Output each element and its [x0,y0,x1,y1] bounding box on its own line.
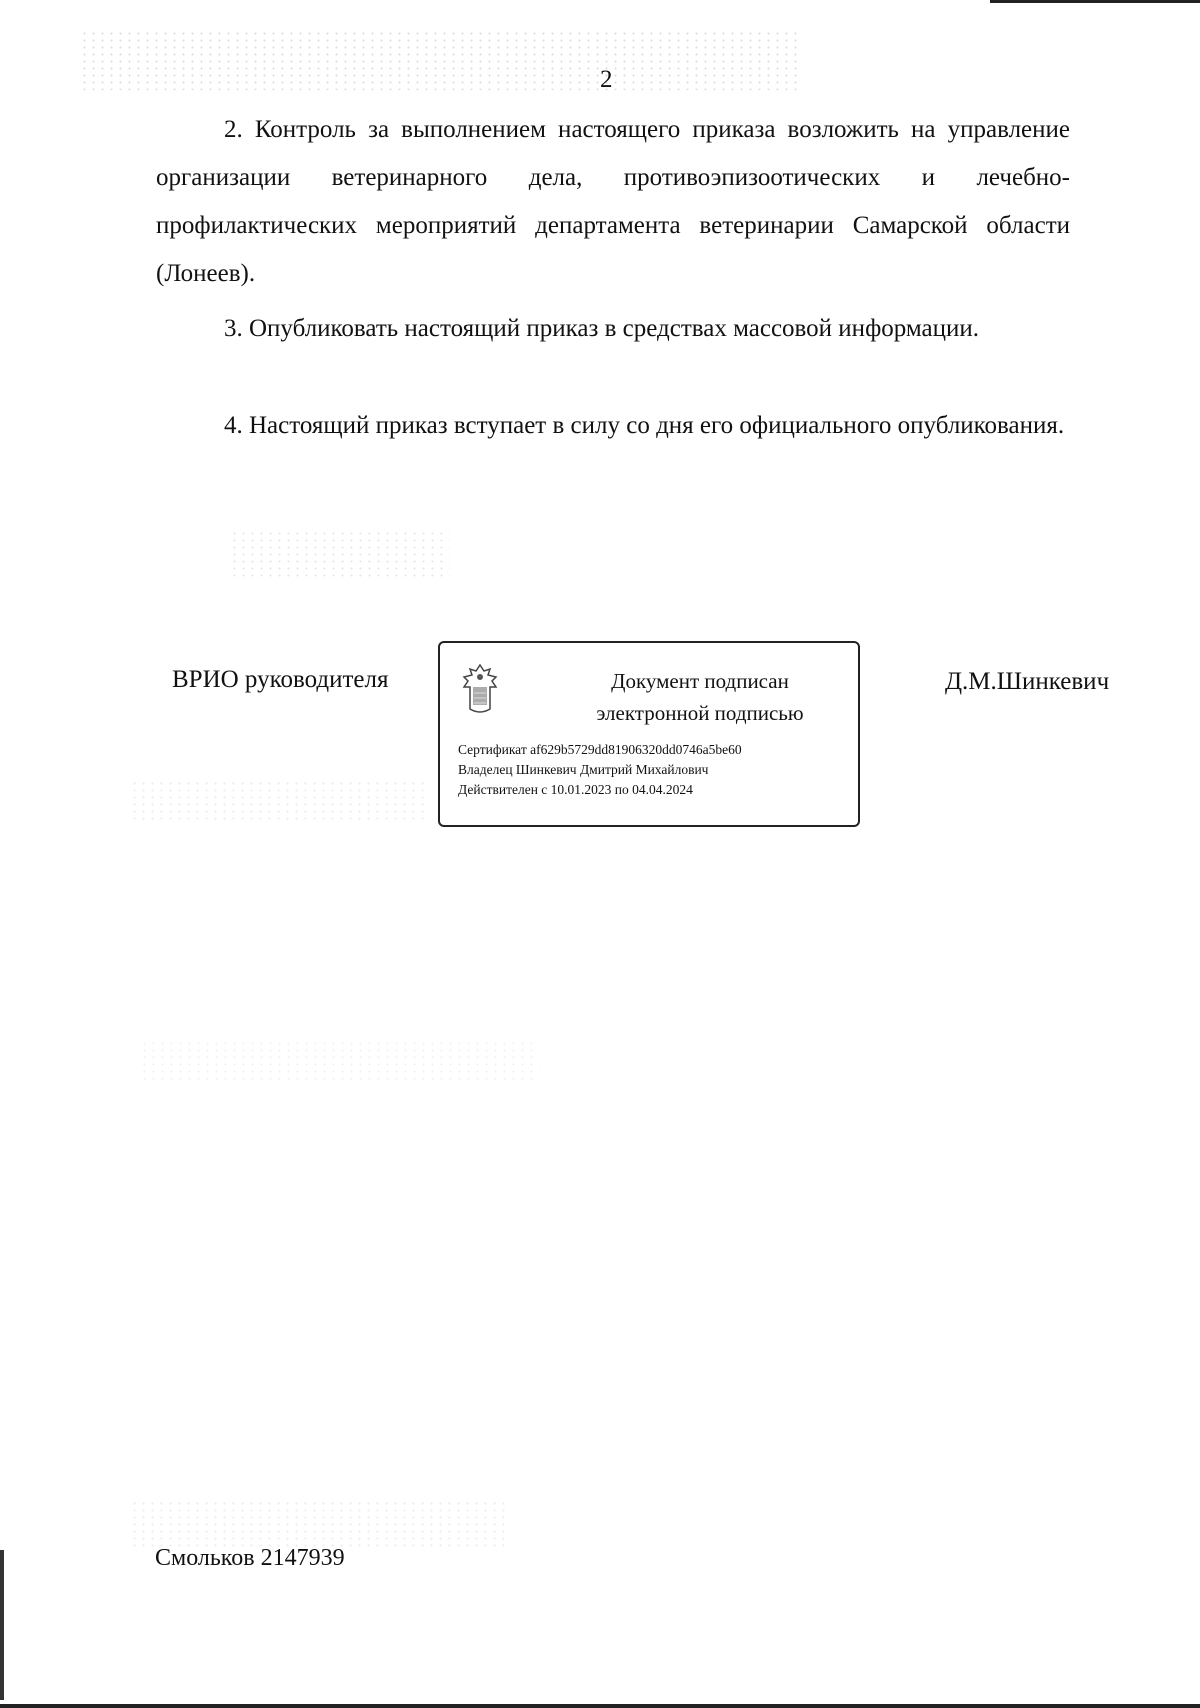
paragraph-text: 4. Настоящий приказ вступает в силу со дня его официального опубликования. [224,412,1065,439]
certificate-validity: Действителен с 10.01.2023 по 04.04.2024 [458,782,693,797]
left-edge-rule [0,1550,4,1700]
scan-noise [140,1040,540,1080]
scan-noise [130,1500,510,1550]
scan-noise [230,530,450,580]
certificate-number: Сертификат af629b5729dd81906320dd0746a5be60 [458,742,742,757]
stamp-heading-line: электронной подписью [596,701,804,725]
paragraph-text: 2. Контроль за выполнением настоящего приказа возложить на управление организации ветеринарного дела, противоэпизоотических и лечебно-профилактических мероприятий департамента ветеринарии Самарской области (Лонеев). [156,116,1070,287]
signatory-role: ВРИО руководителя [172,666,389,693]
stamp-heading [550,665,850,729]
paragraph-effective-date [156,402,1070,450]
scan-noise [130,780,430,820]
stamp-details [458,740,742,800]
stamp-heading-line: Документ подписан [611,669,789,693]
coat-of-arms-icon [460,663,500,717]
paragraph-text: 3. Опубликовать настоящий приказ в средствах массовой информации. [224,315,980,342]
top-edge-rule [990,0,1200,3]
electronic-signature-stamp [438,641,860,827]
bottom-edge-rule [0,1704,1200,1708]
paragraph-publish [156,305,1070,353]
certificate-owner: Владелец Шинкевич Дмитрий Михайлович [458,762,709,777]
page-number: 2 [600,66,613,93]
signatory-name: Д.М.Шинкевич [945,668,1110,695]
paragraph-control [156,106,1070,298]
executor-note: Смольков 2147939 [155,1545,345,1571]
scan-noise [80,30,800,90]
